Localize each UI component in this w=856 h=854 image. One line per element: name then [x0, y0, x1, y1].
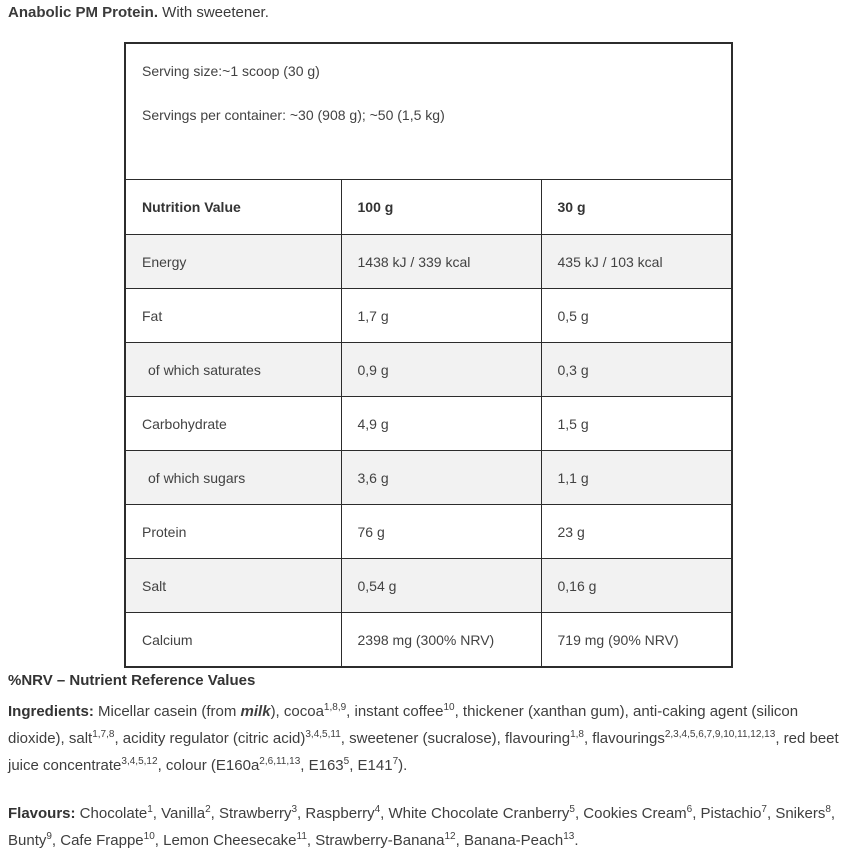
- table-row: [125, 559, 732, 613]
- flavours-text: Chocolate$^1$, Vanilla$^2$, Strawberry$^3$, Raspberry$^4$, White Chocolate Cranberry$^5$, Cookies Cream$^6$, Pistachio$^7$, Snikers$^8$, Bunty$^9$, Cafe Frappe$^{10}$, Lemon Cheesecake$^{11}$, Strawberry-Banana$^{12}$, Banana-Peach$^{13}$.: [8, 804, 836, 849]
- col-header-30g: 30 g: [541, 180, 732, 235]
- value-100g: 2398 mg (300% NRV): [341, 613, 541, 668]
- value-30g: 1,1 g: [541, 451, 732, 505]
- value-100g: 3,6 g: [341, 451, 541, 505]
- ingredients-paragraph: [8, 698, 849, 779]
- value-30g: 719 mg (90% NRV): [541, 613, 732, 668]
- nutrient-name: Carbohydrate: [125, 397, 341, 451]
- value-100g: 4,9 g: [341, 397, 541, 451]
- value-30g: 23 g: [541, 505, 732, 559]
- flavours-paragraph: [8, 800, 849, 854]
- nutrient-name: Salt: [125, 559, 341, 613]
- value-30g: 435 kJ / 103 kcal: [541, 235, 732, 289]
- value-100g: 76 g: [341, 505, 541, 559]
- nutrient-name: Energy: [125, 235, 341, 289]
- table-row: [125, 235, 732, 289]
- value-30g: 1,5 g: [541, 397, 732, 451]
- table-header-row: [125, 180, 732, 235]
- nutrient-name: of which sugars: [125, 451, 341, 505]
- nutrition-table-body: [125, 235, 732, 668]
- value-100g: 0,54 g: [341, 559, 541, 613]
- nutrition-table: [124, 42, 733, 668]
- table-row: [125, 289, 732, 343]
- serving-info-cell: [125, 43, 732, 180]
- table-row: [125, 505, 732, 559]
- value-30g: 0,16 g: [541, 559, 732, 613]
- serving-info-row: [125, 43, 732, 180]
- nutrient-name: Protein: [125, 505, 341, 559]
- value-30g: 0,3 g: [541, 343, 732, 397]
- table-row: [125, 613, 732, 668]
- ingredients-label: Ingredients:: [8, 703, 94, 720]
- nrv-heading: %NRV – Nutrient Reference Values: [8, 672, 256, 689]
- value-30g: 0,5 g: [541, 289, 732, 343]
- nutrient-name: of which saturates: [125, 343, 341, 397]
- value-100g: 1,7 g: [341, 289, 541, 343]
- product-name: Anabolic PM Protein.: [8, 4, 159, 21]
- serving-size: Serving size:~1 scoop (30 g): [142, 63, 320, 79]
- col-header-100g: 100 g: [341, 180, 541, 235]
- table-row: [125, 451, 732, 505]
- col-header-nutrition-value: Nutrition Value: [125, 180, 341, 235]
- servings-per-container: Servings per container: ~30 (908 g); ~50 (1,5 kg): [142, 107, 445, 123]
- table-row: [125, 343, 732, 397]
- footnotes-section: [8, 672, 849, 854]
- product-subtitle: With sweetener.: [158, 4, 269, 21]
- nutrient-name: Calcium: [125, 613, 341, 668]
- value-100g: 1438 kJ / 339 kcal: [341, 235, 541, 289]
- nutrient-name: Fat: [125, 289, 341, 343]
- ingredients-text: Micellar casein (from milk), cocoa$^{1,8,9}$, instant coffee$^{10}$, thickener (xanthan gum), anti-caking agent (silicon dioxide), salt$^{1,7,8}$, acidity regulator (citric acid)$^{3,4,5,11}$, sweetener (sucralose), flavouring$^{1,8}$, flavourings$^{2,3,4,5,6,7,9,10,11,12,13}$, red beet juice concentrate$^{3,4,5,12}$, colour ($E160a^{2,6,11,13}$, $E163^5$, $E141^7$).: [8, 702, 839, 774]
- value-100g: 0,9 g: [341, 343, 541, 397]
- product-title: [8, 4, 269, 21]
- table-row: [125, 397, 732, 451]
- flavours-label: Flavours:: [8, 805, 76, 822]
